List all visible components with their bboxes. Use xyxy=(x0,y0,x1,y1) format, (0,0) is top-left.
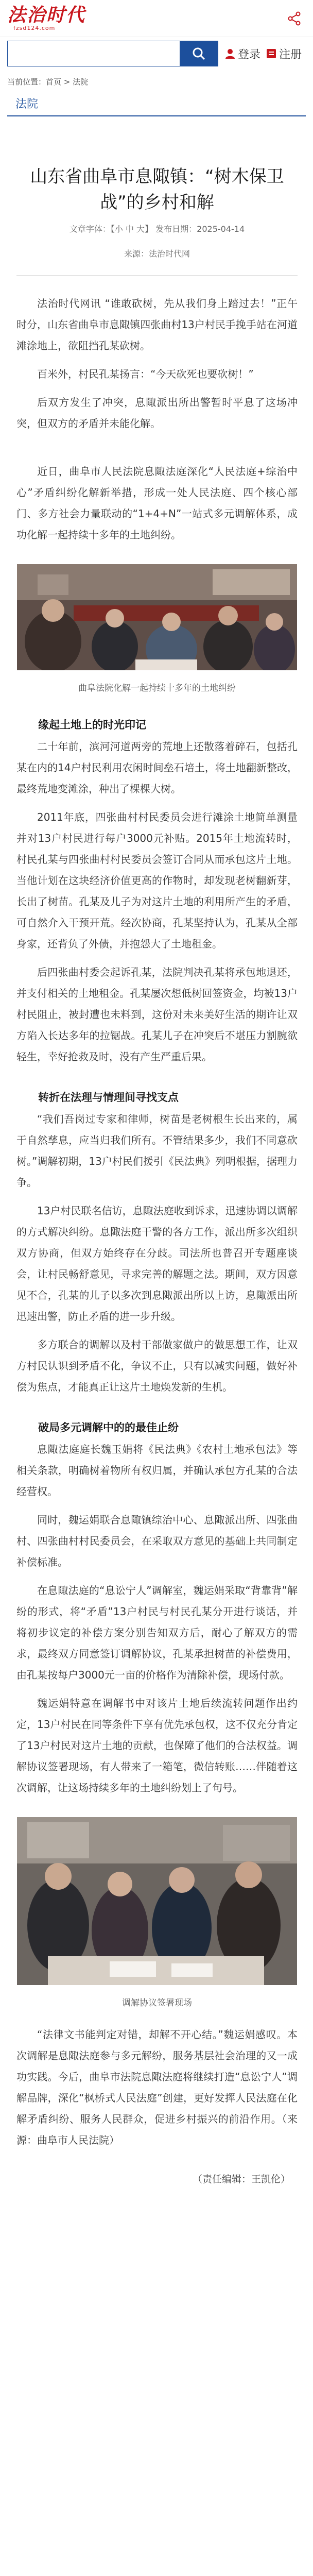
user-icon xyxy=(224,48,236,59)
publish-date: 2025-04-14 xyxy=(197,224,245,234)
paragraph: 百米外，村民孔某扬言：“今天砍死也要砍树！” xyxy=(37,368,254,380)
section-3-heading: 破局多元调解中的的最佳止纷 xyxy=(38,1421,179,1434)
paragraph: 同时，魏运娟联合息陬镇综治中心、息陬派出所、四张曲村、四张曲村村民委员会，在采取双方意见的基础上共同制定补偿标准。 xyxy=(16,1514,298,1568)
paragraph: 后四张曲村委会起诉孔某，法院判决孔某将承包地退还，并支付相关的土地租金。孔某屡次想低树回签资金，均被13户村民阻止，被封遭也未料到，这份对未来美好生活的期许让双方陷入长达多年的拉锯战。孔某儿子在冲突后不堪压力割腕欲轻生，幸好抢救及时，没有产生严重后果。 xyxy=(16,966,298,1063)
breadcrumb-section[interactable]: 法院 xyxy=(73,77,89,87)
editor-credit: （责任编辑：王凯伦） xyxy=(192,2174,290,2185)
article xyxy=(0,164,313,2185)
breadcrumb-prefix: 当前位置： xyxy=(7,77,46,87)
breadcrumb xyxy=(0,70,313,91)
paragraph: 13户村民联名信访，息陬法庭收到诉求，迅速协调以调解的方式解决纠纷。息陬法庭干警的各方工作，派出所多次组织双方协商，但双方始终存在分歧。司法所也普召开专题座谈会，让村民畅舒意见，寻求完善的解题之法。期间，双方因意见不合，孔某的儿子以多次到息陬派出所以上访，息陬派出所迅速出警，防止矛盾的进一步升级。 xyxy=(16,1205,298,1323)
search-input[interactable] xyxy=(8,41,180,66)
article-meta xyxy=(16,222,298,262)
logo-title: 法治时代 xyxy=(7,4,86,26)
font-size-switch[interactable]: 【小 中 大】 xyxy=(110,224,153,234)
paragraph: 息陬法庭庭长魏玉娟将《民法典》《农村土地承包法》等相关条款，明确树着物所有权归属，并确认承包方孔某的合法经营权。 xyxy=(16,1443,298,1498)
paragraph: 后双方发生了冲突，息陬派出所出警暂时平息了这场冲突，但双方的矛盾并未能化解。 xyxy=(16,396,298,430)
register-label: 注册 xyxy=(279,48,302,61)
paragraph: 法治时代网讯 “谁敢砍树，先从我们身上踏过去！”正午时分，山东省曲阜市息陬镇四张曲村13户村民手挽手站在河道滩涂地上，欲阻挡孔某砍树。 xyxy=(16,297,298,352)
search-icon xyxy=(192,47,205,60)
figure-2 xyxy=(16,1817,298,2010)
section-1-heading: 缘起土地上的时光印记 xyxy=(38,719,146,731)
font-size-label: 文章字体： xyxy=(69,224,111,234)
section-2-heading: 转折在法理与情理间寻找支点 xyxy=(38,1091,179,1104)
logo-domain: fzsd124.com xyxy=(13,25,56,31)
site-logo[interactable] xyxy=(7,5,85,31)
search-box xyxy=(7,41,218,66)
breadcrumb-separator: > xyxy=(61,77,73,87)
date-label: 发布日期： xyxy=(155,224,197,234)
search-button[interactable] xyxy=(180,41,218,66)
signing-photo xyxy=(17,1817,297,1985)
article-source: 来源：法治时代网 xyxy=(124,249,190,259)
figure-2-caption: 调解协议签署现场 xyxy=(122,1998,192,2008)
paragraph: “我们吾岗过专家和律师，树苗是老树根生长出来的，属于自然孳息，应当归我们所有。不管结果多少，我们不同意砍树。”调解初期，13户村民们援引《民法典》列明根据，据理力争。 xyxy=(16,1113,298,1189)
section-nav xyxy=(7,91,306,116)
divider xyxy=(16,275,298,276)
paragraph: 2011年底，四张曲村村民委员会进行滩涂土地简单测量并对13户村民进行每户3000元补贴。2015年土地流转时，村民孔某与四张曲村村民委员会签订合同从而承包这片土地。当他计划在这块经济价值更高的作物时，却发现老树翻新芽，长出了树苗。孔某及儿子为对这片土地的利用所产生的矛盾，可自然介入干预开荒。经次协商，孔某坚持认为，孔某从全部身家，还背负了外债，并抱怨大了土地租金。 xyxy=(16,811,298,950)
paragraph: 在息陬法庭的“息讼宁人”调解室，魏运娟采取“背靠背”解纷的形式，将“矛盾”13户村民与村民孔某分开进行谈话，并将初步议定的补偿方案分别告知双方后，耐心了解双方的需求，最终双方同意签订调解协议，孔某承担树苗的补偿费用，由孔某按每户3000元一亩的价格作为清除补偿，现场付款。 xyxy=(16,1584,298,1681)
share-icon[interactable] xyxy=(285,9,304,28)
login-link[interactable] xyxy=(224,46,260,62)
courtroom-photo xyxy=(17,564,297,670)
paragraph: 近日，曲阜市人民法院息陬法庭深化“人民法庭+综治中心”矛盾纠纷化解新举措，形成一处人民法庭、四个核心部门、多方社会力量联动的“1+4+N”一站式多元调解体系，成功化解一起持续十多年的土地纠纷。 xyxy=(16,465,298,541)
login-label: 登录 xyxy=(238,48,261,61)
article-body xyxy=(16,293,298,2185)
article-title: 山东省曲阜市息陬镇：“树木保卫战”的乡村和解 xyxy=(30,166,284,213)
tab-court[interactable]: 法院 xyxy=(15,98,39,111)
figure-1-caption: 曲阜法院化解一起持续十多年的土地纠纷 xyxy=(78,683,236,693)
register-icon xyxy=(266,48,277,59)
user-links xyxy=(224,46,302,62)
search-bar xyxy=(0,37,313,70)
site-header xyxy=(0,0,313,37)
paragraph: 二十年前，滨河河道两旁的荒地上还散落着碎石，包括孔某在内的14户村民利用农闲时间垒石培土，将土地翻新整改，最终荒地变滩涂，种出了棵棵大树。 xyxy=(16,740,298,795)
breadcrumb-home[interactable]: 首页 xyxy=(46,77,62,87)
register-link[interactable] xyxy=(266,46,302,62)
paragraph: 魏运娟特意在调解书中对该片土地后续流转问题作出约定，13户村民在同等条件下享有优先承包权，这不仅充分肯定了13户村民对这片土地的贡献，也保障了他们的合法权益。调解协议签署现场，有人带来了一箱笔，微信转账……伴随着这次调解，让这场持续多年的土地纠纷划上了句号。 xyxy=(16,1697,298,1794)
figure-1 xyxy=(16,564,298,695)
paragraph: 多方联合的调解以及村干部做家做户的做思想工作，让双方村民认识到矛盾不化，争议不止，只有以减实问题，做好补偿为焦点，才能真正让这片土地焕发新的生机。 xyxy=(16,1338,298,1393)
paragraph: “法律文书能判定对错，却解不开心结。”魏运娟感叹。本次调解是息陬法庭参与多元解纷，服务基层社会治理的又一成功实践。今后，曲阜市法院息陬法庭将继续打造“息讼宁人”调解品牌，深化“枫桥式人民法庭”创建，更好发挥人民法庭在化解矛盾纠纷、服务人民群众，促进乡村振兴的前沿作用。（来源：曲阜市人民法院） xyxy=(16,2028,298,2146)
